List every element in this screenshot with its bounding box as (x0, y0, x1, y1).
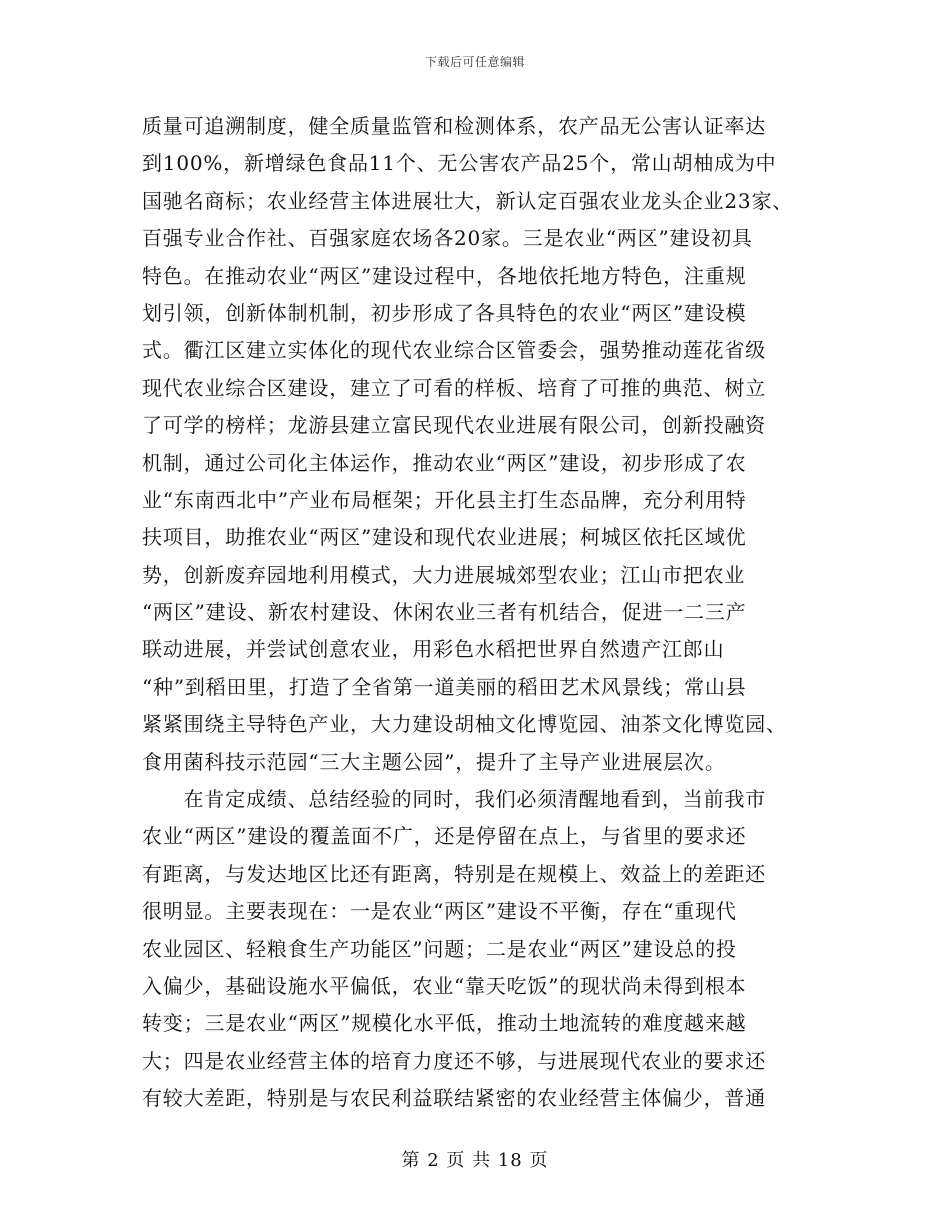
body-text (142, 108, 822, 1118)
page-header: 下载后可任意编辑 (424, 55, 525, 69)
text-line: 特色。在推动农业“两区”建设过程中，各地依托地方特色，注重规 (142, 263, 747, 288)
text-line: 联动进展，并尝试创意农业，用彩色水稻把世界自然遗产江郎山 (142, 637, 725, 662)
text-line: 国驰名商标；农业经营主体进展壮大，新认定百强农业龙头企业23家、 (142, 188, 794, 213)
text-line: 扶项目，助推农业“两区”建设和现代农业进展；柯城区依托区域优 (142, 525, 747, 550)
text-line: 机制，通过公司化主体运作，推动农业“两区”建设，初步形成了农 (142, 450, 747, 475)
text-line: 食用菌科技示范园“三大主题公园”，提升了主导产业进展层次。 (142, 749, 726, 774)
text-line: 了可学的榜样；龙游县建立富民现代农业进展有限公司，创新投融资 (142, 413, 766, 438)
text-line: 大；四是农业经营主体的培育力度还不够，与进展现代农业的要求还 (142, 1048, 766, 1073)
text-line: 现代农业综合区建设，建立了可看的样板、培育了可推的典范、树立 (142, 375, 766, 400)
text-line: 势，创新废弃园地利用模式，大力进展城郊型农业；江山市把农业 (142, 562, 746, 587)
text-line: 业“东南西北中”产业布局框架；开化县主打生态品牌，充分利用特 (142, 487, 747, 512)
text-line: 入偏少，基础设施水平偏低，农业“靠天吃饭”的现状尚未得到根本 (142, 973, 747, 998)
text-line: “种”到稻田里，打造了全省第一道美丽的稻田艺术风景线；常山县 (142, 674, 747, 699)
text-line: 到100%，新增绿色食品11个、无公害农产品25个，常山胡柚成为中 (142, 151, 777, 176)
text-line: “两区”建设、新农村建设、休闲农业三者有机结合，促进一二三产 (142, 600, 747, 625)
text-line: 在肯定成绩、总结经验的同时，我们必须清醒地看到，当前我市 (142, 787, 766, 812)
text-line: 很明显。主要表现在：一是农业“两区”建设不平衡，存在“重现代 (142, 899, 737, 924)
text-line: 有距离，与发达地区比还有距离，特别是在规模上、效益上的差距还 (142, 861, 766, 886)
text-line: 有较大差距，特别是与农民利益联结紧密的农业经营主体偏少，普通 (142, 1086, 766, 1111)
text-line: 式。衢江区建立实体化的现代农业综合区管委会，强势推动莲花省级 (142, 338, 766, 363)
text-line: 百强专业合作社、百强家庭农场各20家。三是农业“两区”建设初具 (142, 226, 753, 251)
page-footer: 第 2 页 共 18 页 (401, 1150, 549, 1171)
text-line: 转变；三是农业“两区”规模化水平低，推动土地流转的难度越来越 (142, 1011, 747, 1036)
text-line: 质量可追溯制度，健全质量监管和检测体系，农产品无公害认证率达 (142, 114, 766, 138)
text-line: 农业园区、轻粮食生产功能区”问题；二是农业“两区”建设总的投 (142, 936, 737, 961)
text-line: 农业“两区”建设的覆盖面不广，还是停留在点上，与省里的要求还 (142, 824, 747, 849)
text-line: 紧紧围绕主导特色产业，大力建设胡柚文化博览园、油茶文化博览园、 (142, 712, 787, 737)
text-line: 划引领，创新体制机制，初步形成了各具特色的农业“两区”建设模 (142, 300, 747, 325)
